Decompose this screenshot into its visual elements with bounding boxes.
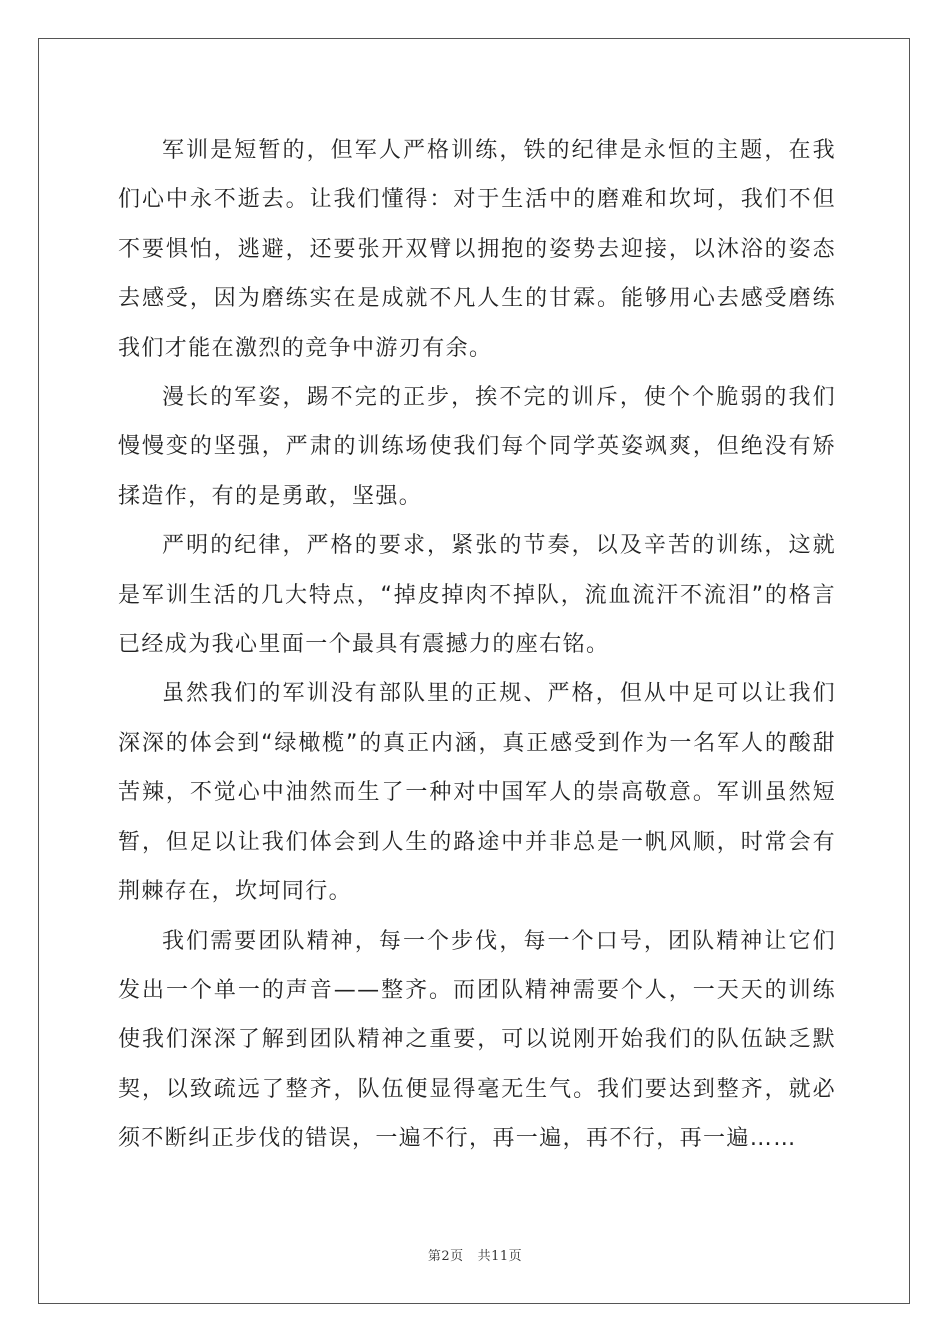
paragraph-3: 严明的纪律，严格的要求，紧张的节奏，以及辛苦的训练，这就是军训生活的几大特点，“掉皮掉肉不掉队，流血流汗不流泪”的格言已经成为我心里面一个最具有震撼力的座右铭。 <box>118 533 836 658</box>
page-number: 第2页 <box>427 1249 464 1264</box>
document-body <box>118 126 836 1164</box>
paragraph-5: 我们需要团队精神，每一个步伐，每一个口号，团队精神让它们发出一个单一的声音——整齐。而团队精神需要个人，一天天的训练使我们深深了解到团队精神之重要，可以说刚开始我们的队伍缺乏默契，以致疏远了整齐，队伍便显得毫无生气。我们要达到整齐，就必须不断纠正步伐的错误，一遍不行，再一遍，再不行，再一遍…… <box>118 928 836 1152</box>
page-total: 共11页 <box>477 1249 523 1264</box>
paragraph-2: 漫长的军姿，踢不完的正步，挨不完的训斥，使个个脆弱的我们慢慢变的坚强，严肃的训练场使我们每个同学英姿飒爽，但绝没有矫揉造作，有的是勇敢，坚强。 <box>118 385 836 509</box>
page-footer <box>0 1245 950 1264</box>
paragraph-4: 虽然我们的军训没有部队里的正规、严格，但从中足可以让我们深深的体会到“绿橄榄”的真正内涵，真正感受到作为一名军人的酸甜苦辣，不觉心中油然而生了一种对中国军人的崇高敬意。军训虽然短暂，但足以让我们体会到人生的路途中并非总是一帆风顺，时常会有荆棘存在，坎坷同行。 <box>118 681 836 905</box>
paragraph-1: 军训是短暂的，但军人严格训练，铁的纪律是永恒的主题，在我们心中永不逝去。让我们懂得：对于生活中的磨难和坎坷，我们不但不要惧怕，逃避，还要张开双臂以拥抱的姿势去迎接，以沐浴的姿态去感受，因为磨练实在是成就不凡人生的甘霖。能够用心去感受磨练我们才能在激烈的竞争中游刃有余。 <box>118 138 836 361</box>
